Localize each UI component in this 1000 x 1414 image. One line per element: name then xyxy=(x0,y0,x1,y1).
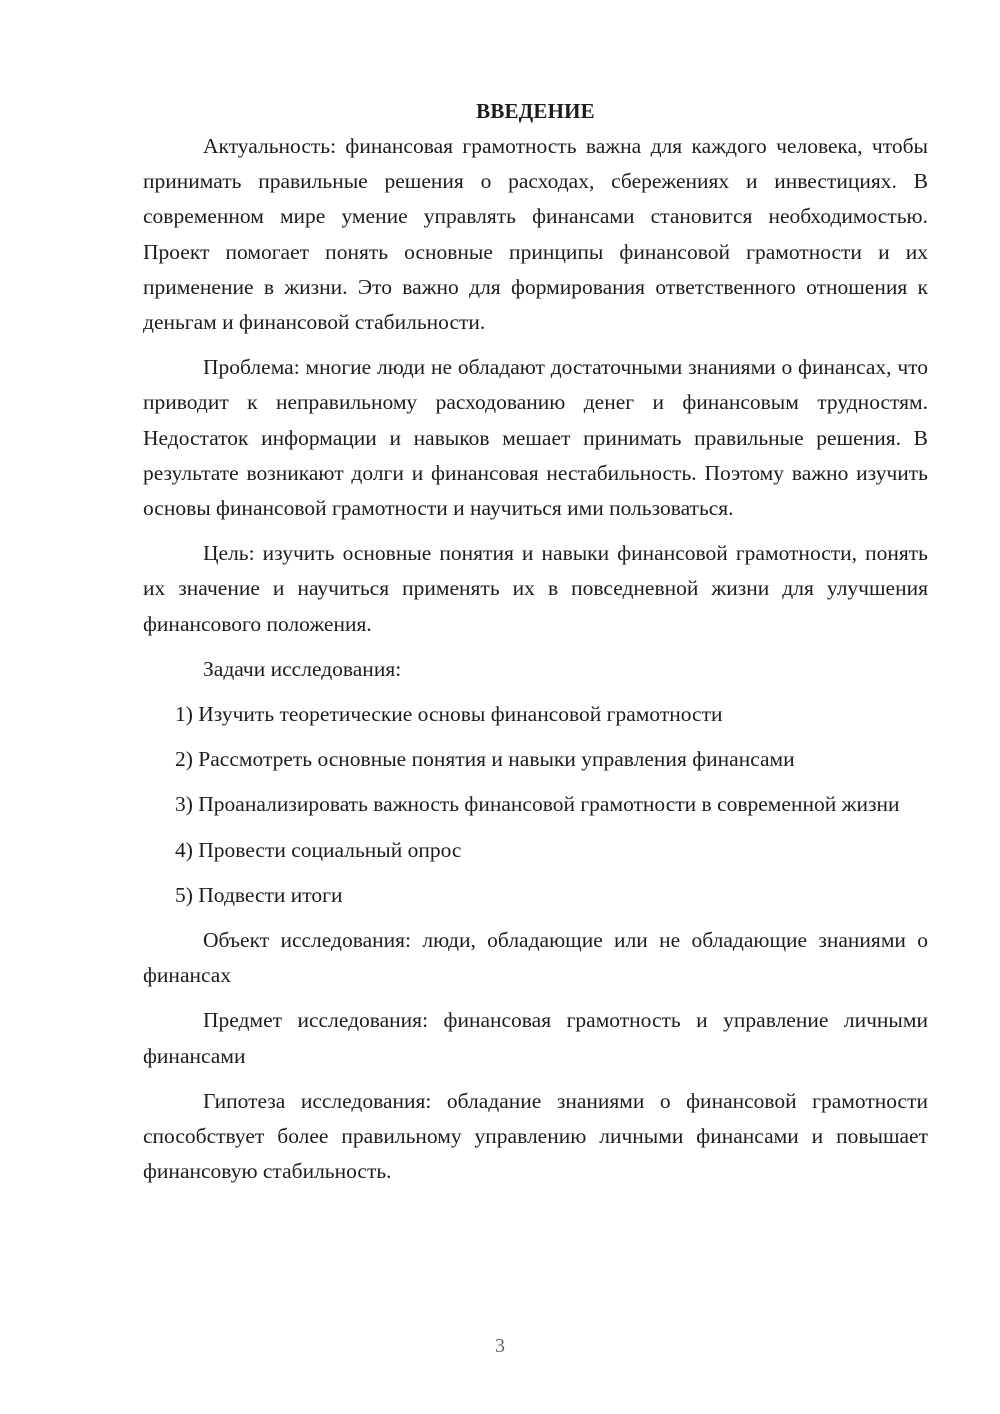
task-item: 4) Провести социальный опрос xyxy=(175,837,462,862)
goal-paragraph: Цель: изучить основные понятия и навыки финансовой грамотности, понять их значение и научиться применять их в повседневной жизни для улучшения финансового положения. xyxy=(143,541,928,636)
page-title: ВВЕДЕНИЕ xyxy=(476,99,595,123)
page-content xyxy=(143,94,928,1199)
page-number: 3 xyxy=(495,1335,505,1357)
task-item: 2) Рассмотреть основные понятия и навыки управления финансами xyxy=(175,747,795,772)
problem-paragraph: Проблема: многие люди не обладают достаточными знаниями о финансах, что приводит к неправильному расходованию денег и финансовым трудностям. Недостаток информации и навыков мешает принимать правильные решения. В результате возникают долги и финансовая нестабильность. Поэтому важно изучить основы финансовой грамотности и научиться ими пользоваться. xyxy=(143,355,928,521)
hypothesis-paragraph: Гипотеза исследования: обладание знаниями о финансовой грамотности способствует более правильному управлению личными финансами и повышает финансовую стабильность. xyxy=(143,1088,928,1184)
object-paragraph: Объект исследования: люди, обладающие или не обладающие знаниями о финансах xyxy=(143,928,928,988)
task-item: 3) Проанализировать важность финансовой грамотности в современной жизни xyxy=(175,792,900,817)
subject-paragraph: Предмет исследования: финансовая грамотность и управление личными финансами xyxy=(143,1008,928,1068)
task-item: 1) Изучить теоретические основы финансовой грамотности xyxy=(175,702,723,727)
relevance-paragraph: Актуальность: финансовая грамотность важна для каждого человека, чтобы принимать правильные решения о расходах, сбережениях и инвестициях. В современном мире умение управлять финансами становится необходимостью. Проект помогает понять основные принципы финансовой грамотности и их применение в жизни. Это важно для формирования ответственного отношения к деньгам и финансовой стабильности. xyxy=(143,134,928,335)
tasks-title: Задачи исследования: xyxy=(203,656,402,681)
task-item: 5) Подвести итоги xyxy=(175,882,343,907)
